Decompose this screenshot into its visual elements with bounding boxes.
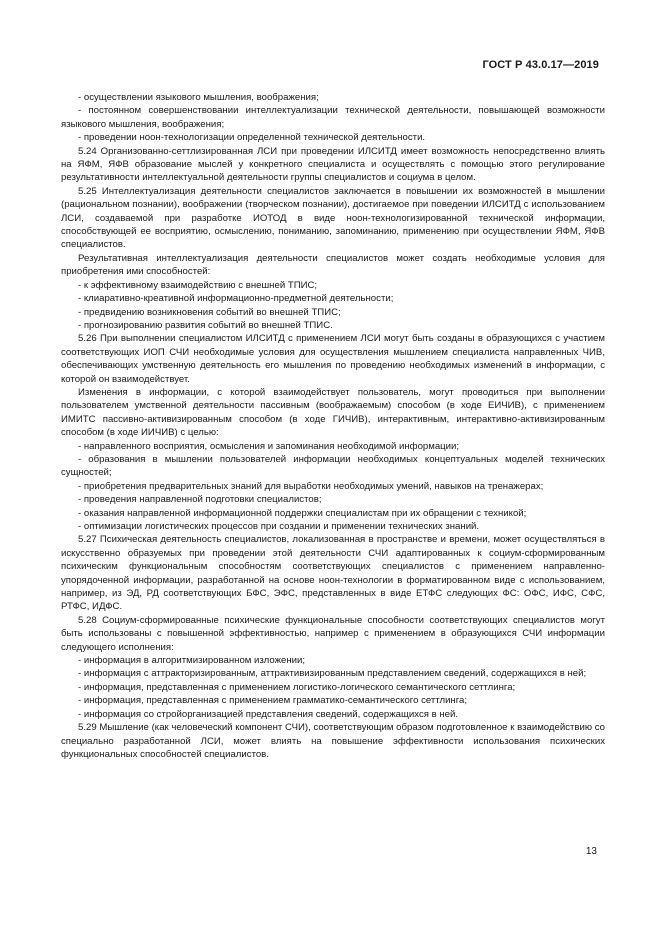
paragraph: - предвидению возникновения событий во внешней ТПИС; xyxy=(78,306,341,318)
paragraph: - постоянном совершенствовании интеллектуализации технической деятельности, повышающей возможности языкового мышления, воображения; xyxy=(61,105,605,130)
paragraph: - к эффективному взаимодействию с внешней ТПИС; xyxy=(78,279,318,291)
paragraph: - информация с аттракторизированным, аттрактивизированным представлением сведений, содержащихся в ней; xyxy=(78,668,587,680)
paragraph: - клиаративно-креативной информационно-предметной деятельности; xyxy=(78,293,394,305)
paragraph: 5.27 Психическая деятельность специалистов, локализованная в пространстве и времени, может осуществляться в искусственно образуемых при проведении этой деятельности СЧИ адаптированных к социум-сформированным психическим функциональным способностям соответствующих специалистов с применением направленно-упорядоченной информации, разработанной на основе ноон-технологии в форматированном виде с использованием, например, из ЭД, РД соответствующих БФС, ЭФС, представленных в виде ЕТФС следующих ФС: ОФС, ИФС, СФС, РТФС, ИДФС. xyxy=(61,534,605,613)
paragraph: Результативная интеллектуализация деятельности специалистов может создать необходимые условия для приобретения ими способностей: xyxy=(61,252,605,278)
paragraph: - оказания направленной информационной поддержки специалистам при их обращении с техникой; xyxy=(78,507,527,519)
paragraph: - проведения направленной подготовки специалистов; xyxy=(78,494,322,506)
paragraph: - образования в мышлении пользователей информации необходимых концептуальных моделей технических сущностей; xyxy=(61,453,605,479)
paragraph: - осуществлении языкового мышления, воображения; xyxy=(78,92,319,103)
paragraph: 5.29 Мышление (как человеческий компонент СЧИ), соответствующим образом подготовленное к взаимодействию со специально разработанной ЛСИ, может влиять на повышение эффективности использования психических функциональных способностей специалистов. xyxy=(61,722,605,760)
page-number: 13 xyxy=(585,846,597,857)
paragraph: Изменения в информации, с которой взаимодействует пользователь, могут проводиться при выполнении пользователем умственной деятельности пассивным (воображаемым) способом (в ходе ЕИЧИВ), с применением ИМИТС пассивно-активизированным способом (в ходе ГИЧИВ), интерактивным, интерактивно-активизированным способом (в ходе ИИЧИВ) с целью: xyxy=(61,386,605,439)
document-body xyxy=(61,91,605,761)
paragraph: - прогнозированию развития событий во внешней ТПИС. xyxy=(78,319,333,331)
paragraph: - оптимизации логистических процессов при создании и применении технических знаний. xyxy=(78,521,480,532)
paragraph: 5.28 Социум-сформированные психические функциональные способности соответствующих специалистов могут быть использованы с повышенной эффективностью, например с применением в образующихся СЧИ информации следующего исполнения: xyxy=(61,614,605,653)
paragraph: - направленного восприятия, осмысления и запоминания необходимой информации; xyxy=(78,440,460,452)
paragraph: 5.25 Интеллектуализация деятельности специалистов заключается в повышении их возможностей в мышлении (рациональном познании), воображении (творческом познании), достигаемое при поведении ИЛСИТД с использованием ЛСИ, создаваемой при разработке ИОТОД в виде ноон-технологизированной технической информации, способствующей ее восприятию, осмыслению, пониманию, запоминанию, применению при осуществлении ЯФМ, ЯФВ специалистов. xyxy=(61,185,605,251)
paragraph: 5.24 Организованно-сеттлизированная ЛСИ при проведении ИЛСИТД имеет возможность непосредственно влиять на ЯФМ, ЯФВ образование мыслей у конкретного специалиста и осуществлять с помощью этого регулирование результативности интеллектуальной деятельности группы специалистов и социума в целом. xyxy=(61,145,605,184)
paragraph: - информация со стройорганизацией представления сведений, содержащихся в ней. xyxy=(78,708,459,720)
paragraph: - информация, представленная с применением грамматико-семантического сеттлинга; xyxy=(78,695,468,707)
paragraph: - проведении ноон-технологизации определенной технической деятельности. xyxy=(78,132,426,144)
paragraph: - информация в алгоритмизированном изложении; xyxy=(78,655,306,667)
paragraph: 5.26 При выполнении специалистом ИЛСИТД с применением ЛСИ могут быть созданы в образующихся с участием соответствующих ИОП СЧИ необходимые условия для осуществления мышлением специалиста направленных ЧИВ, обеспечивающих умственную деятельность его мышления по проведению необходимых изменений в информации, с которой он взаимодействует. xyxy=(61,333,605,385)
paragraph: - информация, представленная с применением логистико-логического семантического сеттлинга; xyxy=(78,681,516,693)
standard-designation: ГОСТ Р 43.0.17—2019 xyxy=(482,59,599,71)
paragraph: - приобретения предварительных знаний для выработки необходимых умений, навыков на тренажерах; xyxy=(78,480,544,492)
